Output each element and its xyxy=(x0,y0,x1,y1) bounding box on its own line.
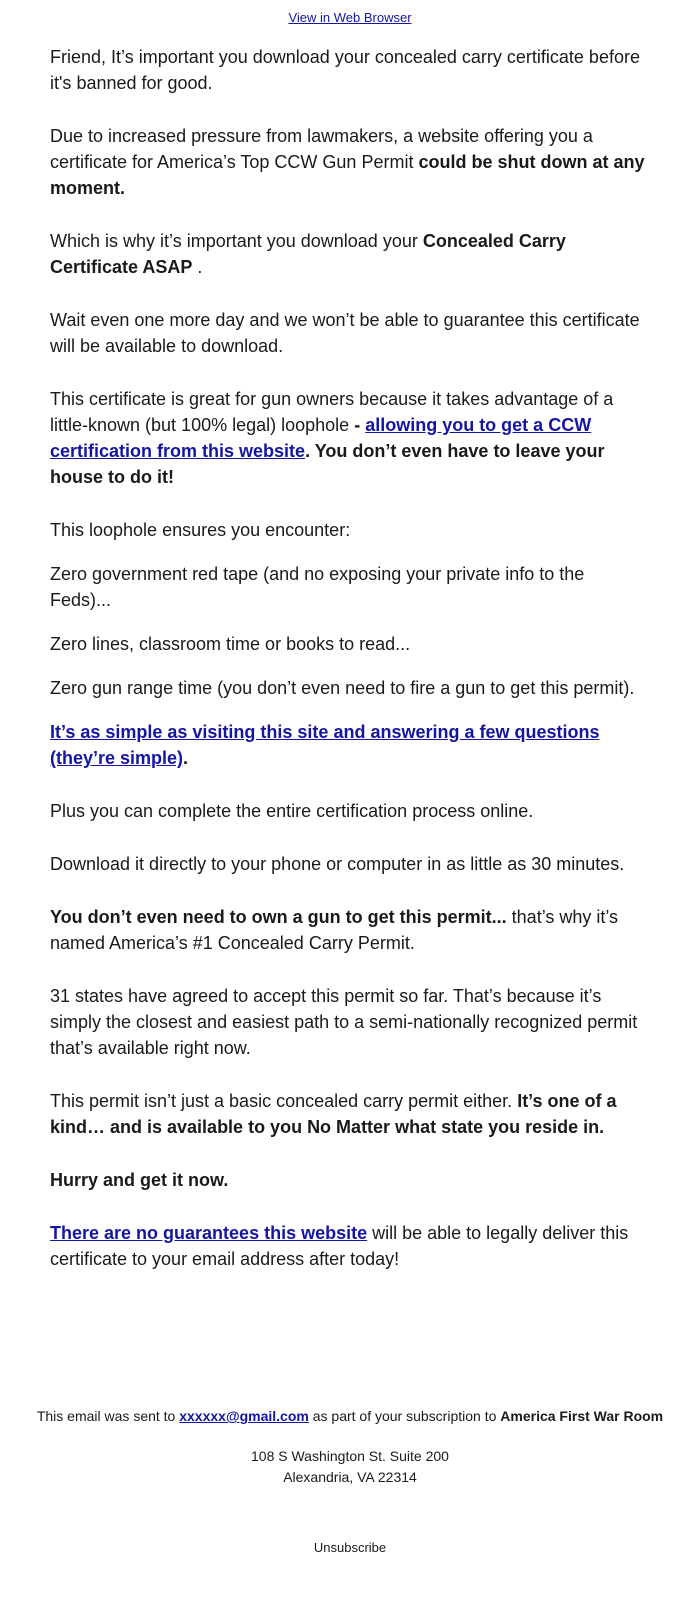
unsubscribe-link[interactable]: Unsubscribe xyxy=(313,1540,387,1555)
paragraph-lines xyxy=(50,631,650,657)
download-end: . xyxy=(192,257,203,277)
footer-unsubscribe-bar xyxy=(0,1540,700,1555)
download-text: Which is why it’s important you download your xyxy=(50,231,423,251)
footer-org-name: America First War Room xyxy=(500,1408,664,1424)
wait-text: Wait even one more day and we won’t be able to guarantee this certificate will be available to download. xyxy=(50,310,640,356)
paragraph-states xyxy=(50,983,650,1061)
view-in-browser-link[interactable]: View in Web Browser xyxy=(288,10,412,25)
footer-address-line2: Alexandria, VA 22314 xyxy=(283,1469,417,1485)
footer-address xyxy=(0,1446,700,1488)
ccw-certification-link[interactable]: allowing you to get a CCW certification from this website xyxy=(50,415,592,461)
online-text: Plus you can complete the entire certification process online. xyxy=(50,801,534,821)
paragraph-simple xyxy=(50,719,650,771)
red-tape-text: Zero government red tape (and no exposing your private info to the Feds)... xyxy=(50,564,585,610)
pressure-bold: could be shut down at any moment. xyxy=(50,152,645,198)
paragraph-phone xyxy=(50,851,650,877)
paragraph-hurry xyxy=(50,1167,650,1193)
paragraph-loophole xyxy=(50,386,650,490)
footer-subscription xyxy=(0,1408,700,1424)
footer-sent-middle: as part of your subscription to xyxy=(308,1408,501,1424)
simple-end: . xyxy=(183,748,189,768)
lines-text: Zero lines, classroom time or books to read... xyxy=(50,634,411,654)
paragraph-kind xyxy=(50,1088,650,1140)
download-bold: Concealed Carry Certificate ASAP xyxy=(50,231,566,277)
states-text: 31 states have agreed to accept this permit so far. That’s because it’s simply the closest and easiest path to a semi-nationally recognized permit that’s available right now. xyxy=(50,986,638,1058)
paragraph-intro xyxy=(50,44,650,96)
paragraph-guarantees xyxy=(50,1220,650,1272)
footer-address-line1: 108 S Washington St. Suite 200 xyxy=(251,1448,449,1464)
footer-email-link[interactable]: xxxxxx@gmail.com xyxy=(179,1408,309,1424)
paragraph-pressure xyxy=(50,123,650,201)
paragraph-online xyxy=(50,798,650,824)
loophole-bold: . You don’t even have to leave your house to do it! xyxy=(50,441,605,487)
hurry-bold: Hurry and get it now. xyxy=(50,1170,229,1190)
paragraph-own-gun xyxy=(50,904,650,956)
paragraph-download xyxy=(50,228,650,280)
simple-questions-link[interactable]: It’s as simple as visiting this site and answering a few questions (they’re simple) xyxy=(50,722,600,768)
loophole-dash: - xyxy=(354,415,366,435)
kind-bold: It’s one of a kind… and is available to you No Matter what state you reside in. xyxy=(50,1091,617,1137)
own-gun-text: that’s why it’s named America’s #1 Concealed Carry Permit. xyxy=(50,907,619,953)
ensures-text: This loophole ensures you encounter: xyxy=(50,520,351,540)
paragraph-wait xyxy=(50,307,650,359)
intro-text: Friend, It’s important you download your concealed carry certificate before it's banned for good. xyxy=(50,47,640,93)
paragraph-red-tape xyxy=(50,561,650,613)
guarantees-text: will be able to legally deliver this certificate to your email address after today! xyxy=(50,1223,629,1269)
range-text: Zero gun range time (you don’t even need to fire a gun to get this permit). xyxy=(50,678,635,698)
phone-text: Download it directly to your phone or computer in as little as 30 minutes. xyxy=(50,854,625,874)
view-in-browser-bar xyxy=(0,10,700,25)
own-gun-bold: You don’t even need to own a gun to get this permit... xyxy=(50,907,507,927)
no-guarantees-link[interactable]: There are no guarantees this website xyxy=(50,1223,368,1243)
email-body xyxy=(50,44,650,1272)
pressure-text: Due to increased pressure from lawmakers, a website offering you a certificate for America’s Top CCW Gun Permit xyxy=(50,126,593,172)
paragraph-range xyxy=(50,675,650,701)
kind-text: This permit isn’t just a basic concealed carry permit either. xyxy=(50,1091,518,1111)
loophole-text: This certificate is great for gun owners because it takes advantage of a little-known (but 100% legal) loophole xyxy=(50,389,614,435)
footer-sent-prefix: This email was sent to xyxy=(36,1408,180,1424)
paragraph-ensures xyxy=(50,517,650,543)
